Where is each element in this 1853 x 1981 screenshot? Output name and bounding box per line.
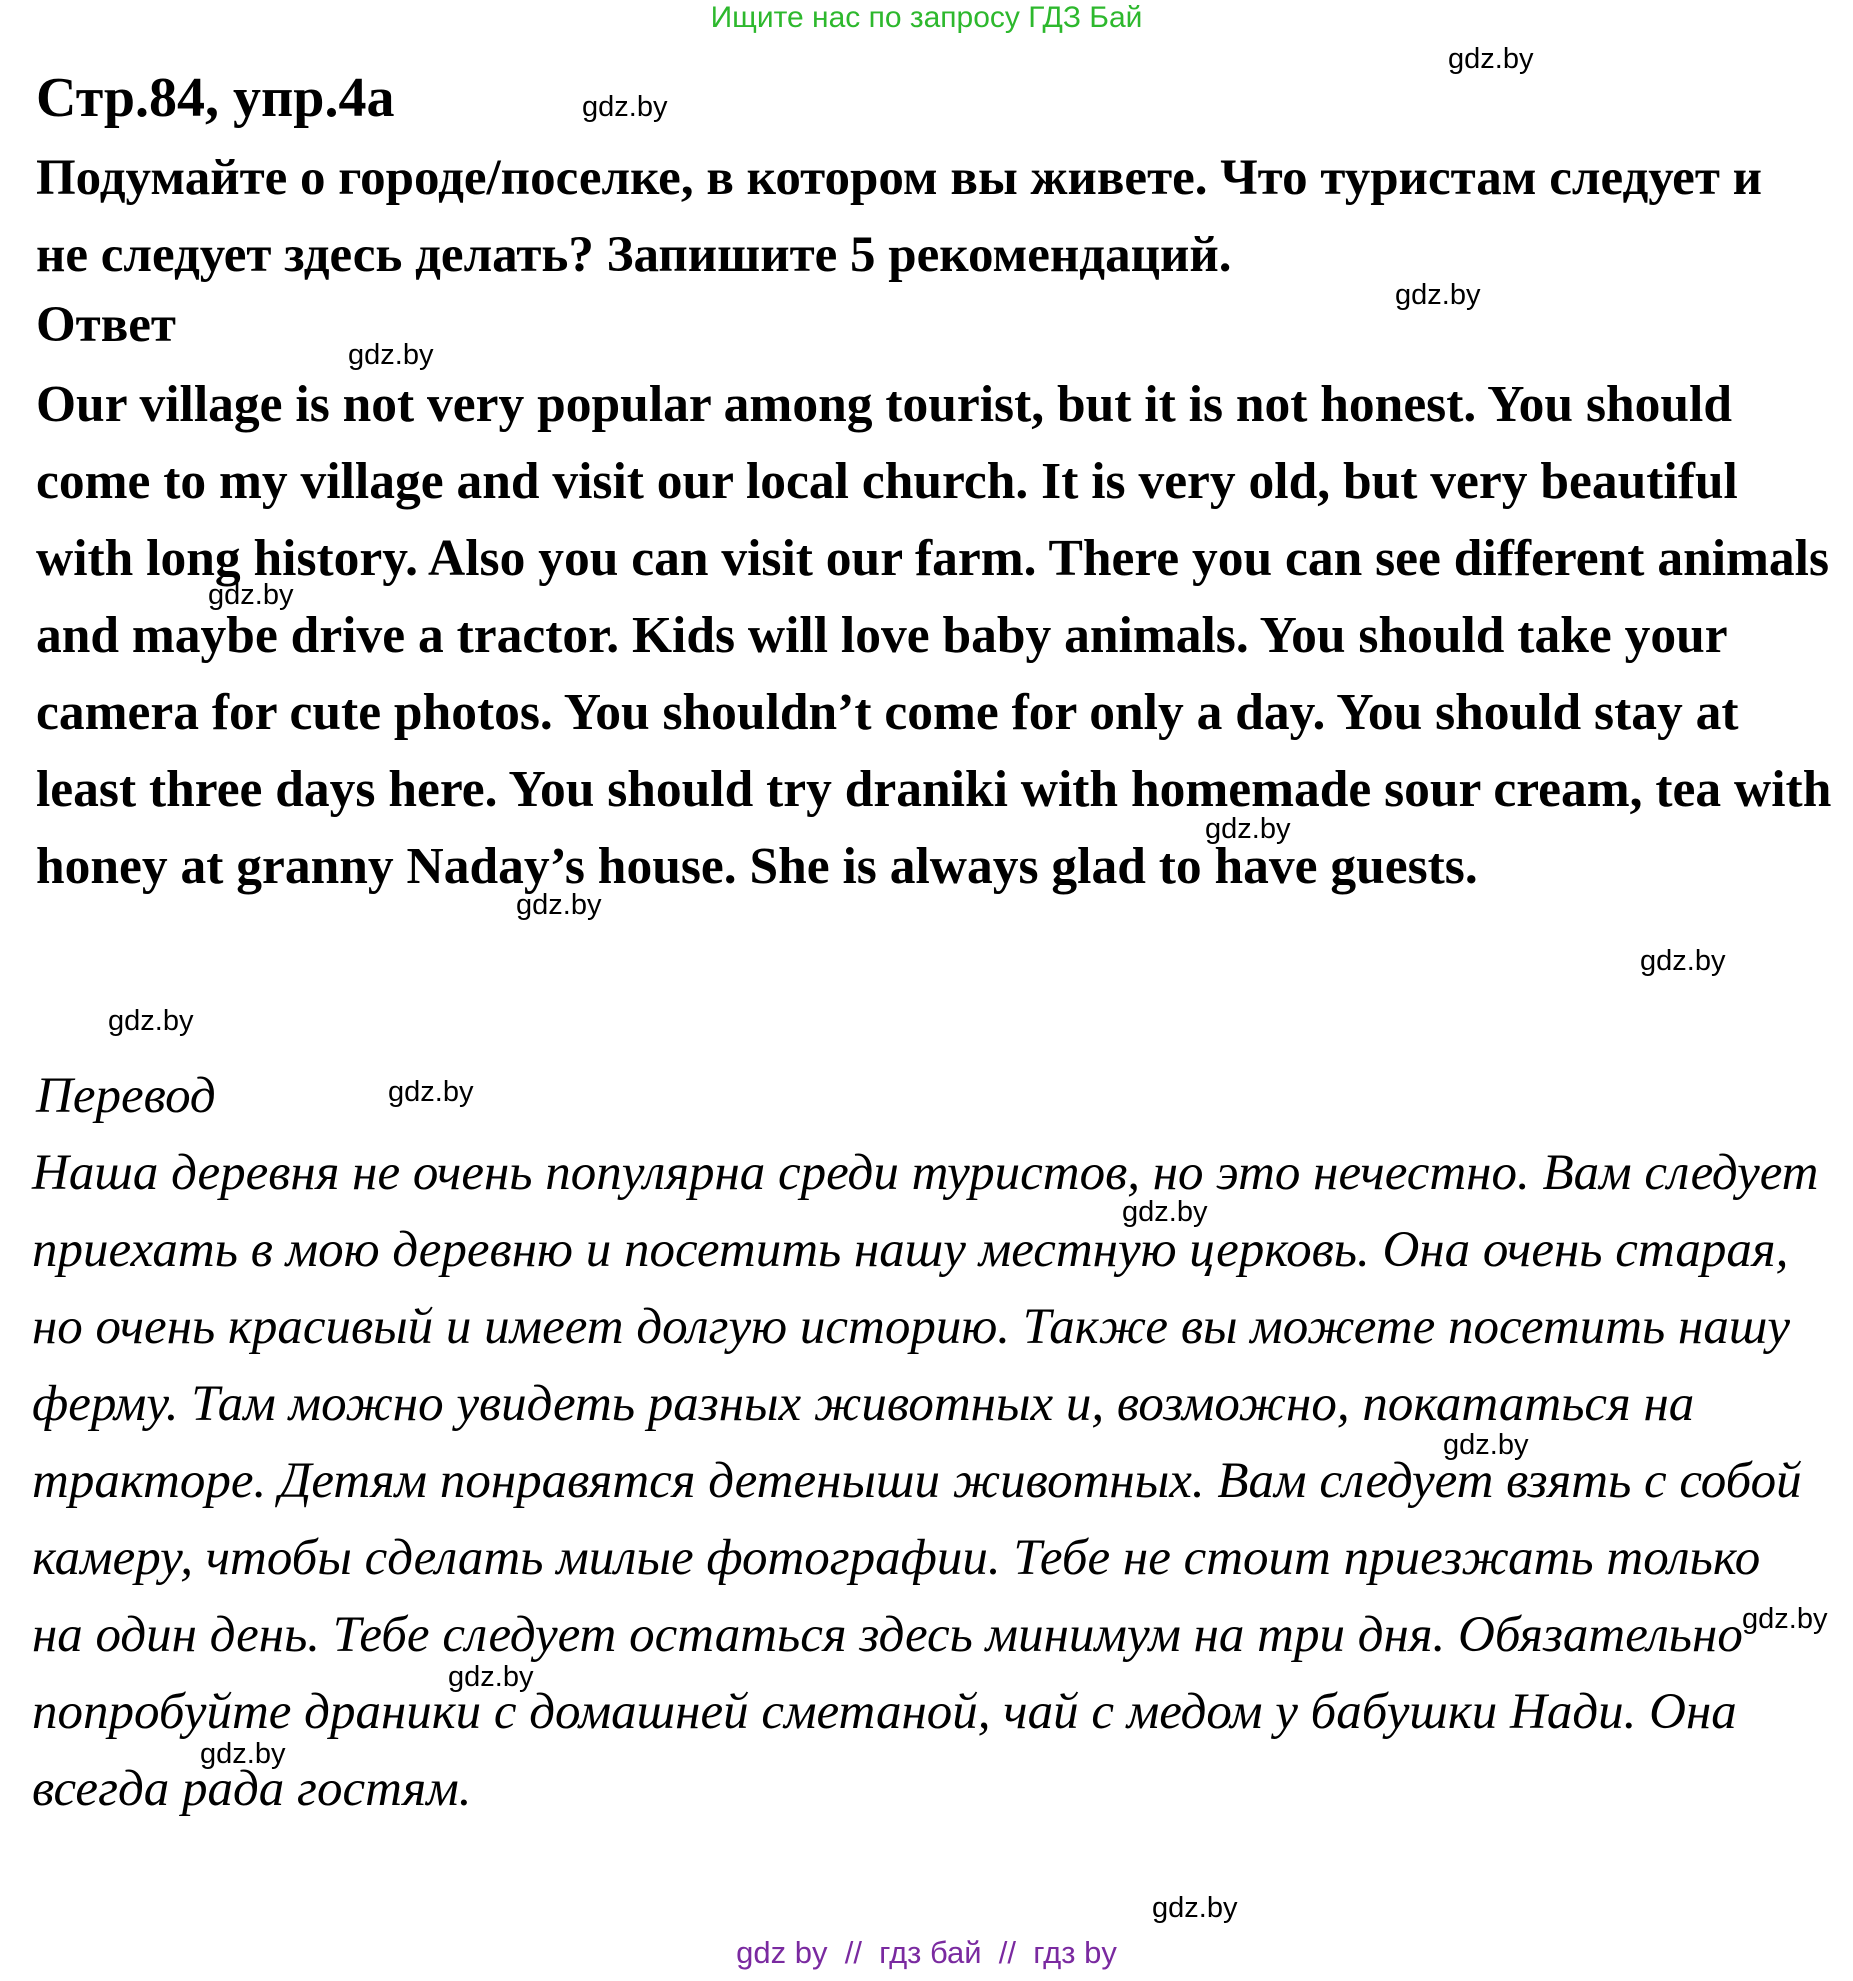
watermark: gdz.by: [208, 579, 294, 611]
watermark: gdz.by: [1152, 1892, 1238, 1924]
watermark: gdz.by: [1205, 813, 1291, 845]
watermark: gdz.by: [1742, 1603, 1828, 1635]
answer-label: Ответ: [36, 297, 176, 353]
watermark: gdz.by: [388, 1076, 474, 1108]
watermark: gdz.by: [448, 1661, 534, 1693]
watermark: gdz.by: [516, 889, 602, 921]
task-text: Подумайте о городе/поселке, в котором вы живете. Что туристам следует и не следует здесь делать? Запишите 5 рекомендаций.: [36, 150, 1763, 283]
watermark: gdz.by: [1448, 43, 1534, 75]
watermark: gdz.by: [108, 1005, 194, 1037]
watermark: gdz.by: [1443, 1429, 1529, 1461]
watermark: gdz.by: [200, 1738, 286, 1770]
watermark: gdz.by: [348, 339, 434, 371]
page-title: Стр.84, упр.4а: [36, 67, 395, 129]
watermark: gdz.by: [1640, 945, 1726, 977]
translation-text: Наша деревня не очень популярна среди туристов, но это нечестно. Вам следует приехать в мою деревню и посетить нашу местную церковь. Она очень старая, но очень красивый и имеет долгую историю. Также вы можете посетить нашу ферму. Там можно увидеть разных животных и, возможно, покататься на тракторе. Детям понравятся детеныши животных. Вам следует взять с собой камеру, чтобы сделать милые фотографии. Тебе не стоит приезжать только на один день. Тебе следует остаться здесь минимум на три дня. Обязательно попробуйте драники с домашней сметаной, чай с медом у бабушки Нади. Она всегда рада гостям.: [32, 1145, 1819, 1817]
answer-text: Our village is not very popular among tourist, but it is not honest. You should come to my village and visit our local church. It is very old, but very beautiful with long history. Also you can visit our farm. There you can see different animals and maybe drive a tractor. Kids will love baby animals. You should take your camera for cute photos. You shouldn’t come for only a day. You should stay at least three days here. You should try draniki with homemade sour cream, tea with honey at granny Naday’s house. She is always glad to have guests.: [36, 376, 1832, 895]
watermark: gdz.by: [582, 91, 668, 123]
translation-label: Перевод: [36, 1068, 216, 1124]
footer-links: gdz by // гдз бай // гдз by: [736, 1935, 1117, 1970]
top-banner: Ищите нас по запросу ГДЗ Бай: [710, 1, 1143, 34]
watermark: gdz.by: [1122, 1196, 1208, 1228]
watermark: gdz.by: [1395, 279, 1481, 311]
